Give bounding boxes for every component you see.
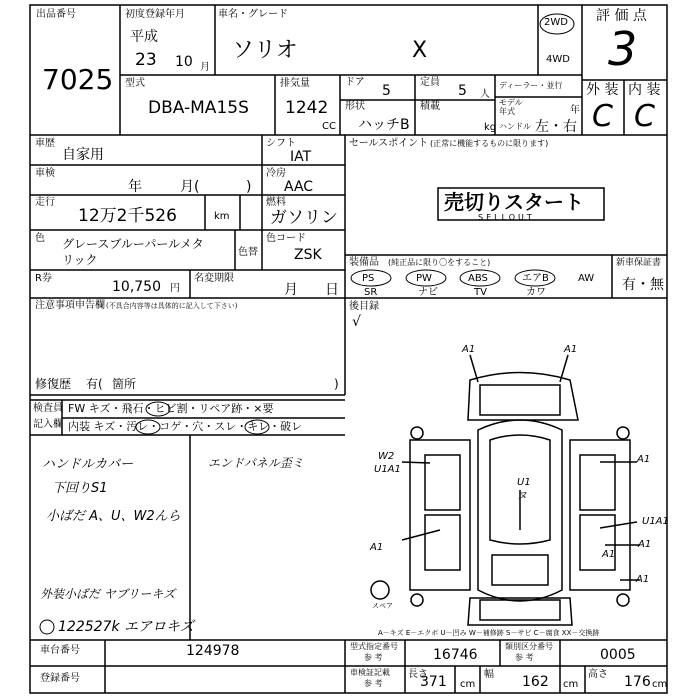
handle-label: ハンドル [499,122,531,131]
reg-month: 10 [175,54,193,70]
diag-note-1: A1 [462,344,476,355]
length-unit: cm [460,679,476,690]
selling-sub: (正常に機能するものに限ります) [430,139,549,148]
height-label: 高さ [588,669,608,680]
car-diagram [371,355,640,625]
model-cert-label: 型式指定番号 [350,642,398,651]
diag-note-3: W2 [378,451,395,462]
equipment-sub: (純正品に限り〇をすること) [388,258,491,267]
mileage-unit: km [214,211,230,222]
sellout-sub: SELLOUT [478,213,535,222]
inspection-year: 年 [128,179,142,195]
mileage-label: 走行 [35,197,55,208]
repair-unit: 箇所 [112,377,137,391]
rear-seat-mark: √ [352,314,361,330]
diag-note-7: ヌ [517,491,527,502]
class-sub: 参 考 [515,653,534,662]
shift-value: IAT [290,149,312,165]
hw-left-4: 外装小ばだ ヤブリーキズ [40,587,176,601]
color-value-1: グレースブルーパールメタ [62,237,204,251]
model-year-unit: 年 [570,105,580,116]
capacity-value: 5 [458,83,467,99]
interior-label: 内 装 [628,82,661,98]
history-label: 車歴 [35,138,55,149]
diag-note-5: A1 [637,454,651,465]
hw-right-1: エンドパネル歪ミ [208,456,304,470]
shape-value: ハッチB [358,117,410,133]
shape-label: 形状 [345,101,365,112]
name-change-label: 名変期限 [194,273,234,284]
door-value: 5 [382,83,391,99]
equipment-label: 装備品 [349,257,379,268]
diag-note-6: U1 [517,477,531,488]
load-label: 積載 [420,101,440,112]
diag-note-2: A1 [564,344,578,355]
hw-left-3: 小ばだ A、U、W2んら [46,509,181,524]
color-label: 色 [35,233,45,244]
equip-tv: TV [474,287,487,298]
equip-pw: PW [416,273,432,284]
model-grade: X [412,38,428,63]
capacity-unit: 人 [480,89,490,100]
new-cert-value: 有・無 [622,277,664,293]
recycle-value: 10,750 [112,279,161,295]
door-label: ドア [345,77,365,88]
model-cert-sub: 参 考 [364,653,383,662]
diag-note-10: A1 [638,539,652,550]
type-value: DBA-MA15S [148,98,249,118]
lot-number: 7025 [42,63,114,96]
displacement-value: 1242 [285,98,329,118]
mileage-value: 12万2千526 [78,206,177,226]
color-code-label: 色コード [266,233,306,244]
color-value-2: リック [62,253,98,267]
fuel-value: ガソリン [270,208,338,228]
notice-label: 注意事項申告欄 [35,300,105,311]
length-label: 長さ [408,669,428,680]
equip-navi: ナビ [418,287,438,298]
model-year-label: モデル [499,98,523,107]
inspector-row-2: 内装 キズ・汚レ・コゲ・穴・スレ・キレ・破レ [68,420,303,433]
model-name: ソリオ [232,38,298,63]
name-change-month: 月 [284,282,298,298]
ac-value: AAC [284,179,314,195]
displacement-label: 排気量 [280,78,310,89]
height-value: 176 [624,674,651,690]
chassis-label: 車台番号 [40,645,80,656]
sellout-stamp: 売切りスタート [444,190,584,214]
capacity-label: 定員 [420,77,440,88]
equip-ps: PS [362,273,375,284]
grade-value: 3 [608,22,638,76]
fuel-label: 燃料 [266,197,286,208]
inspection-label: 車検 [35,168,55,179]
inspector-row-1: FW キズ・飛石・ヒビ割・リペア跡・×要 [68,402,274,415]
length-value: 371 [420,674,447,690]
diag-note-8: A1 [370,542,384,553]
shift-label: シフト [266,138,296,149]
diag-note-4: U1A1 [374,464,401,475]
lot-label: 出品番号 [36,9,76,20]
class-value: 0005 [600,647,636,663]
diag-note-12: A1 [602,549,616,560]
class-label: 類別区分番号 [505,642,553,651]
interior-value: C [634,99,655,134]
exterior-value: C [592,99,613,134]
name-change-day: 日 [325,282,339,298]
first-reg-label: 初度登録年月 [125,9,185,20]
exterior-label: 外 装 [586,82,619,98]
era: 平成 [130,29,158,45]
equip-leather: カワ [526,287,546,298]
chassis-value: 124978 [186,643,240,659]
load-unit: kg [484,122,497,133]
displacement-unit: CC [322,121,336,132]
cert-label: 車検証記載 [350,668,390,677]
color-change-label: 色替 [238,247,258,258]
inspector-label-2: 記入欄 [33,419,63,430]
rear-seat-label: 後目録 [349,301,379,312]
month-unit: 月 [200,62,210,73]
handle-value: 左・右 [535,119,577,135]
model-year-label2: 年式 [499,107,515,116]
hw-left-2: 下回りS1 [52,481,108,496]
registration-label: 登録番号 [40,673,80,684]
width-label: 幅 [484,669,494,680]
equip-sr: SR [364,287,378,298]
cert-sub: 参 考 [364,679,383,688]
recycle-label: R券 [35,273,52,284]
model-cert-value: 16746 [433,647,478,663]
selling-label: セールスポイント [349,138,429,149]
diagram-legend: A－キズ E－エクボ U－凹み W－補修跡 S－サビ C－腐食 XX－交換跡 [378,629,600,637]
equip-abs: ABS [468,273,488,284]
hw-left-1: ハンドルカバー [42,457,134,472]
repair-close: ) [334,377,339,391]
equip-aw: AW [578,273,595,284]
inspector-label-1: 検査員 [33,403,63,414]
drive-4wd: 4WD [546,54,570,65]
repair-value: 有( [86,377,103,391]
width-unit: cm [563,679,579,690]
recycle-unit: 円 [170,283,180,294]
model-label: 車名・グレード [218,9,288,20]
type-label: 型式 [125,78,145,89]
width-value: 162 [522,674,549,690]
diag-note-9: U1A1 [642,516,669,527]
color-code-value: ZSK [294,247,322,263]
new-cert-label: 新車保証書 [616,258,662,268]
diag-note-11: A1 [636,574,650,585]
inspection-close: ) [246,179,252,195]
ac-label: 冷房 [266,168,286,179]
notice-sub: (不具合内容等は具体的に記入して下さい) [106,302,238,310]
reg-year: 23 [135,50,157,70]
history-value: 自家用 [62,147,104,163]
grade-label: 評 価 点 [596,8,647,24]
hw-left-5: 122527k エアロキズ [58,619,194,635]
dealer-label: ディーラー・並行 [499,81,563,90]
repair-label: 修復歴 [35,377,72,391]
height-unit: cm [652,679,668,690]
drive-2wd: 2WD [544,17,568,28]
equip-airbag: エアB [522,273,549,284]
inspection-month: 月( [180,179,200,195]
spare-label: スペア [372,602,393,610]
